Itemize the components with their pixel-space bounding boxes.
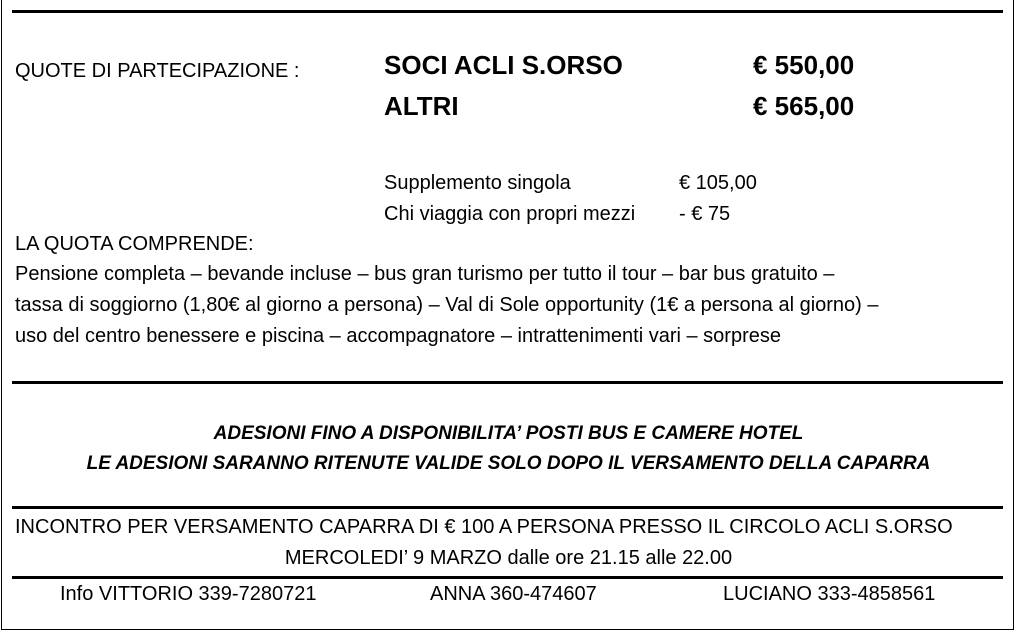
included-heading: LA QUOTA COMPRENDE: [15, 233, 254, 255]
contact-vittorio: Info VITTORIO 339-7280721 [60, 583, 317, 605]
extra-value-mezzi: - € 75 [679, 203, 731, 225]
top-divider [12, 10, 1003, 13]
included-line-3: uso del centro benessere e piscina – accompagnatore – intrattenimenti vari – sorprese [15, 325, 781, 347]
quote-price-soci: € 550,00 [753, 50, 855, 80]
included-line-1: Pensione completa – bevande incluse – bus gran turismo per tutto il tour – bar bus gratuito – [15, 263, 835, 285]
quote-price-altri: € 565,00 [753, 91, 855, 121]
notice-line-2: LE ADESIONI SARANNO RITENUTE VALIDE SOLO DOPO IL VERSAMENTO DELLA CAPARRA [86, 453, 931, 474]
contact-luciano: LUCIANO 333-4858561 [723, 583, 936, 605]
notice-line-1: ADESIONI FINO A DISPONIBILITA’ POSTI BUS E CAMERE HOTEL [213, 423, 804, 444]
meeting-line-2: MERCOLEDI’ 9 MARZO dalle ore 21.15 alle 22.00 [284, 547, 733, 569]
quotes-label: QUOTE DI PARTECIPAZIONE : [15, 60, 300, 82]
meeting-top-divider [12, 506, 1003, 509]
extra-label-singola: Supplemento singola [384, 172, 571, 194]
middle-divider [12, 381, 1003, 384]
quote-name-soci: SOCI ACLI S.ORSO [384, 50, 623, 80]
included-line-2: tassa di soggiorno (1,80€ al giorno a persona) – Val di Sole opportunity (1€ a persona al giorno) – [15, 294, 879, 316]
meeting-line-1: INCONTRO PER VERSAMENTO CAPARRA DI € 100 A PERSONA PRESSO IL CIRCOLO ACLI S.ORSO [15, 516, 953, 538]
contact-anna: ANNA 360-474607 [430, 583, 597, 605]
quote-name-altri: ALTRI [384, 91, 459, 121]
extra-value-singola: € 105,00 [679, 172, 757, 194]
extra-label-mezzi: Chi viaggia con propri mezzi [384, 203, 636, 225]
contacts-divider [12, 576, 1003, 579]
